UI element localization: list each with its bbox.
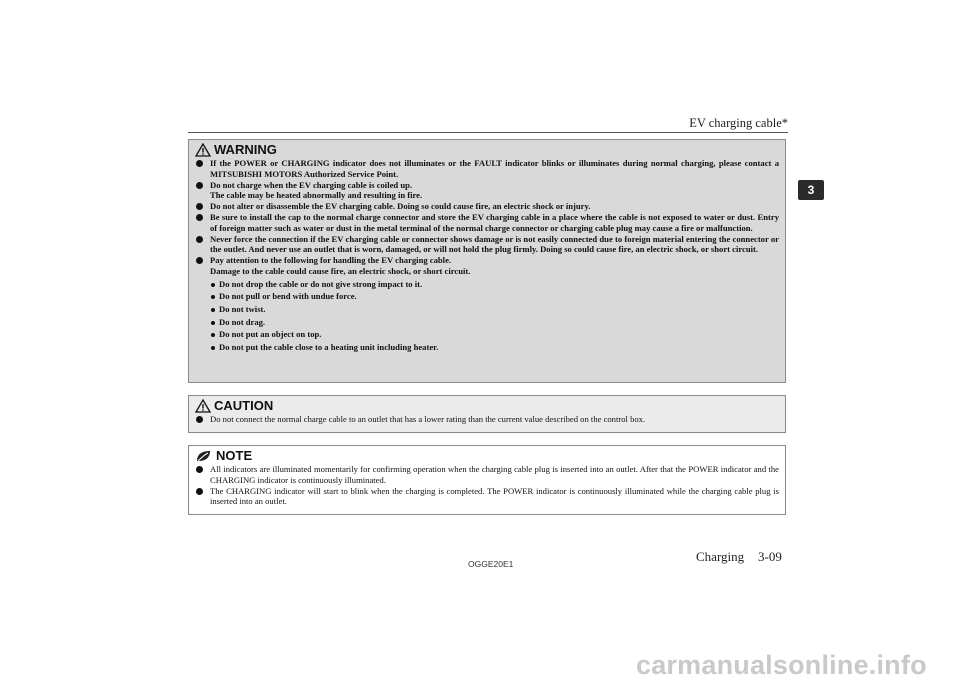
bullet-icon — [196, 257, 203, 264]
warning-text: Do not charge when the EV charging cable is coiled up. — [210, 179, 413, 190]
caution-title: CAUTION — [214, 398, 274, 413]
warning-title: WARNING — [214, 142, 277, 157]
bullet-icon — [196, 236, 203, 243]
bullet-icon — [196, 488, 203, 495]
warning-sub-item: Do not put the cable close to a heating unit including heater. — [210, 341, 779, 354]
warning-sub-item: Do not twist. — [210, 303, 779, 316]
bullet-icon — [196, 416, 203, 423]
page-header-title: EV charging cable* — [689, 116, 788, 130]
note-title: NOTE — [216, 448, 253, 463]
document-code: OGGE20E1 — [468, 559, 514, 569]
warning-item — [195, 201, 779, 212]
note-item — [195, 464, 779, 486]
caution-triangle-icon — [195, 399, 211, 413]
note-text: The CHARGING indicator will start to blink when the charging is completed. The POWER indicator is continuously illuminated while the charging cable plug is inserted into an outlet. — [210, 485, 779, 507]
note-text: All indicators are illuminated momentarily for confirming operation when the charging cable plug is inserted into an outlet. After that the POWER indicator and the CHARGING indicator is continuously illuminated. — [210, 464, 779, 485]
warning-item — [195, 180, 779, 202]
note-leaf-icon — [195, 449, 213, 463]
warning-text: Never force the connection if the EV charging cable or connector shows damage or is not easily connected due to foreign material entering the connector or the outlet. And never use an outlet that is worn, damaged, or will not hold the plug firmly. Doing so could cause fire, an electric shock, or short circuit. — [210, 233, 779, 255]
caution-list — [195, 414, 779, 425]
warning-header — [195, 142, 785, 157]
warning-text: Damage to the cable could cause fire, an electric shock, or short circuit. — [210, 265, 471, 276]
warning-sub-item: Do not drop the cable or do not give strong impact to it. — [210, 278, 779, 291]
warning-text: The cable may be heated abnormally and resulting in fire. — [210, 190, 423, 201]
bullet-icon — [196, 160, 203, 167]
warning-triangle-icon — [195, 143, 211, 157]
page-number: 3-09 — [758, 549, 782, 564]
bullet-icon — [196, 466, 203, 473]
note-header — [195, 448, 785, 463]
caution-text: Do not connect the normal charge cable to an outlet that has a lower rating than the current value described on the control box. — [210, 414, 646, 424]
warning-text: Be sure to install the cap to the normal charge connector and store the EV charging cable in a place where the cable is not exposed to water or dust. Entry of foreign matter such as water or dust in the metal terminal of the normal charge connector or charging cable plug may cause a fire or malfunction. — [210, 211, 779, 233]
watermark-text: carmanualsonline.info — [636, 650, 927, 680]
warning-text: Do not alter or disassemble the EV charging cable. Doing so could cause fire, an electric shock or injury. — [210, 201, 591, 212]
note-list — [195, 464, 779, 507]
caution-header — [195, 398, 785, 413]
note-box — [188, 445, 786, 515]
warning-sub-list — [210, 278, 779, 354]
caution-box — [188, 395, 786, 433]
note-item — [195, 486, 779, 508]
bullet-icon — [196, 203, 203, 210]
warning-item — [195, 158, 779, 180]
warning-text: If the POWER or CHARGING indicator does not illuminates or the FAULT indicator blinks or illuminates during normal charging, please contact a MITSUBISHI MOTORS Authorized Service Point. — [210, 158, 779, 179]
bullet-icon — [196, 214, 203, 221]
warning-item — [195, 212, 779, 234]
warning-item — [195, 255, 779, 353]
chapter-tab: 3 — [798, 180, 824, 200]
warning-sub-item: Do not pull or bend with undue force. — [210, 290, 779, 303]
footer-section-name: Charging — [696, 549, 745, 564]
bullet-icon — [196, 182, 203, 189]
caution-item — [195, 414, 779, 425]
warning-text: Pay attention to the following for handling the EV charging cable. — [210, 255, 452, 266]
warning-sub-item: Do not put an object on top. — [210, 328, 779, 341]
header-divider — [188, 132, 788, 133]
warning-box — [188, 139, 786, 383]
warning-list — [195, 158, 779, 353]
warning-sub-item: Do not drag. — [210, 316, 779, 329]
warning-item — [195, 234, 779, 256]
